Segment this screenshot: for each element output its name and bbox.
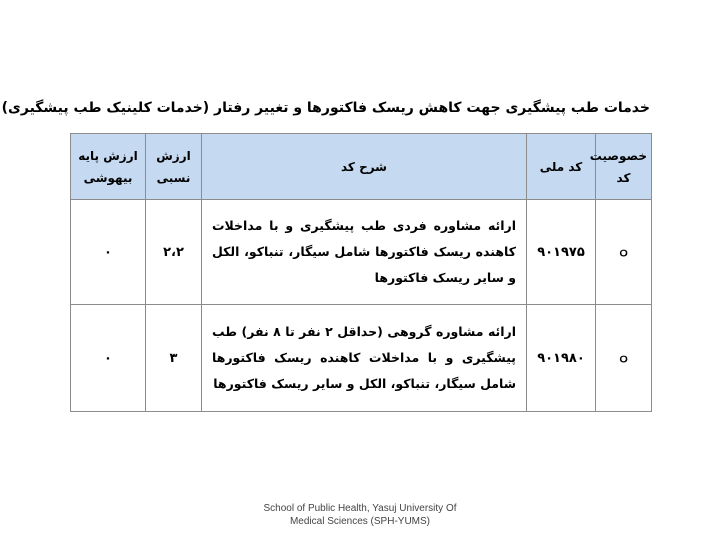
slide-title: خدمات طب پیشگیری جهت کاهش ریسک فاکتورها و تغییر رفتار (خدمات کلینیک طب پیشگیری) — [1, 100, 650, 116]
cell-national-code: ۹۰۱۹۷۵ — [527, 200, 596, 305]
footer-line-2: Medical Sciences (SPH-YUMS) — [289, 516, 431, 527]
table-row — [71, 305, 652, 412]
cell-relative-value: ۳ — [146, 305, 202, 412]
header-description: شرح کد — [202, 134, 527, 200]
cell-description: ارائه مشاوره فردی طب پیشگیری و با مداخلات کاهنده ریسک فاکتورها شامل سیگار، تنباکو، الکل و سایر ریسک فاکتورها — [202, 200, 527, 305]
header-property: خصوصیت کد — [596, 134, 652, 200]
table-header-row — [71, 134, 652, 200]
header-relative-value: ارزش نسبی — [146, 134, 202, 200]
cell-property: ㅇ — [596, 305, 652, 412]
cell-property: ㅇ — [596, 200, 652, 305]
table-row — [71, 200, 652, 305]
footer-credit — [230, 502, 490, 528]
header-national-code: کد ملی — [527, 134, 596, 200]
cell-base-anesthesia: ۰ — [71, 305, 146, 412]
cell-description: ارائه مشاوره گروهی (حداقل ۲ نفر تا ۸ نفر) طب پیشگیری و با مداخلات کاهنده ریسک فاکتورها شامل سیگار، تنباکو، الکل و سایر ریسک فاکتورها — [202, 305, 527, 412]
header-base-anesthesia: ارزش پایه بیهوشی — [71, 134, 146, 200]
cell-national-code: ۹۰۱۹۸۰ — [527, 305, 596, 412]
footer-line-1: School of Public Health, Yasuj University Of — [263, 503, 457, 514]
services-table — [70, 133, 652, 412]
cell-relative-value: ۲،۲ — [146, 200, 202, 305]
cell-base-anesthesia: ۰ — [71, 200, 146, 305]
